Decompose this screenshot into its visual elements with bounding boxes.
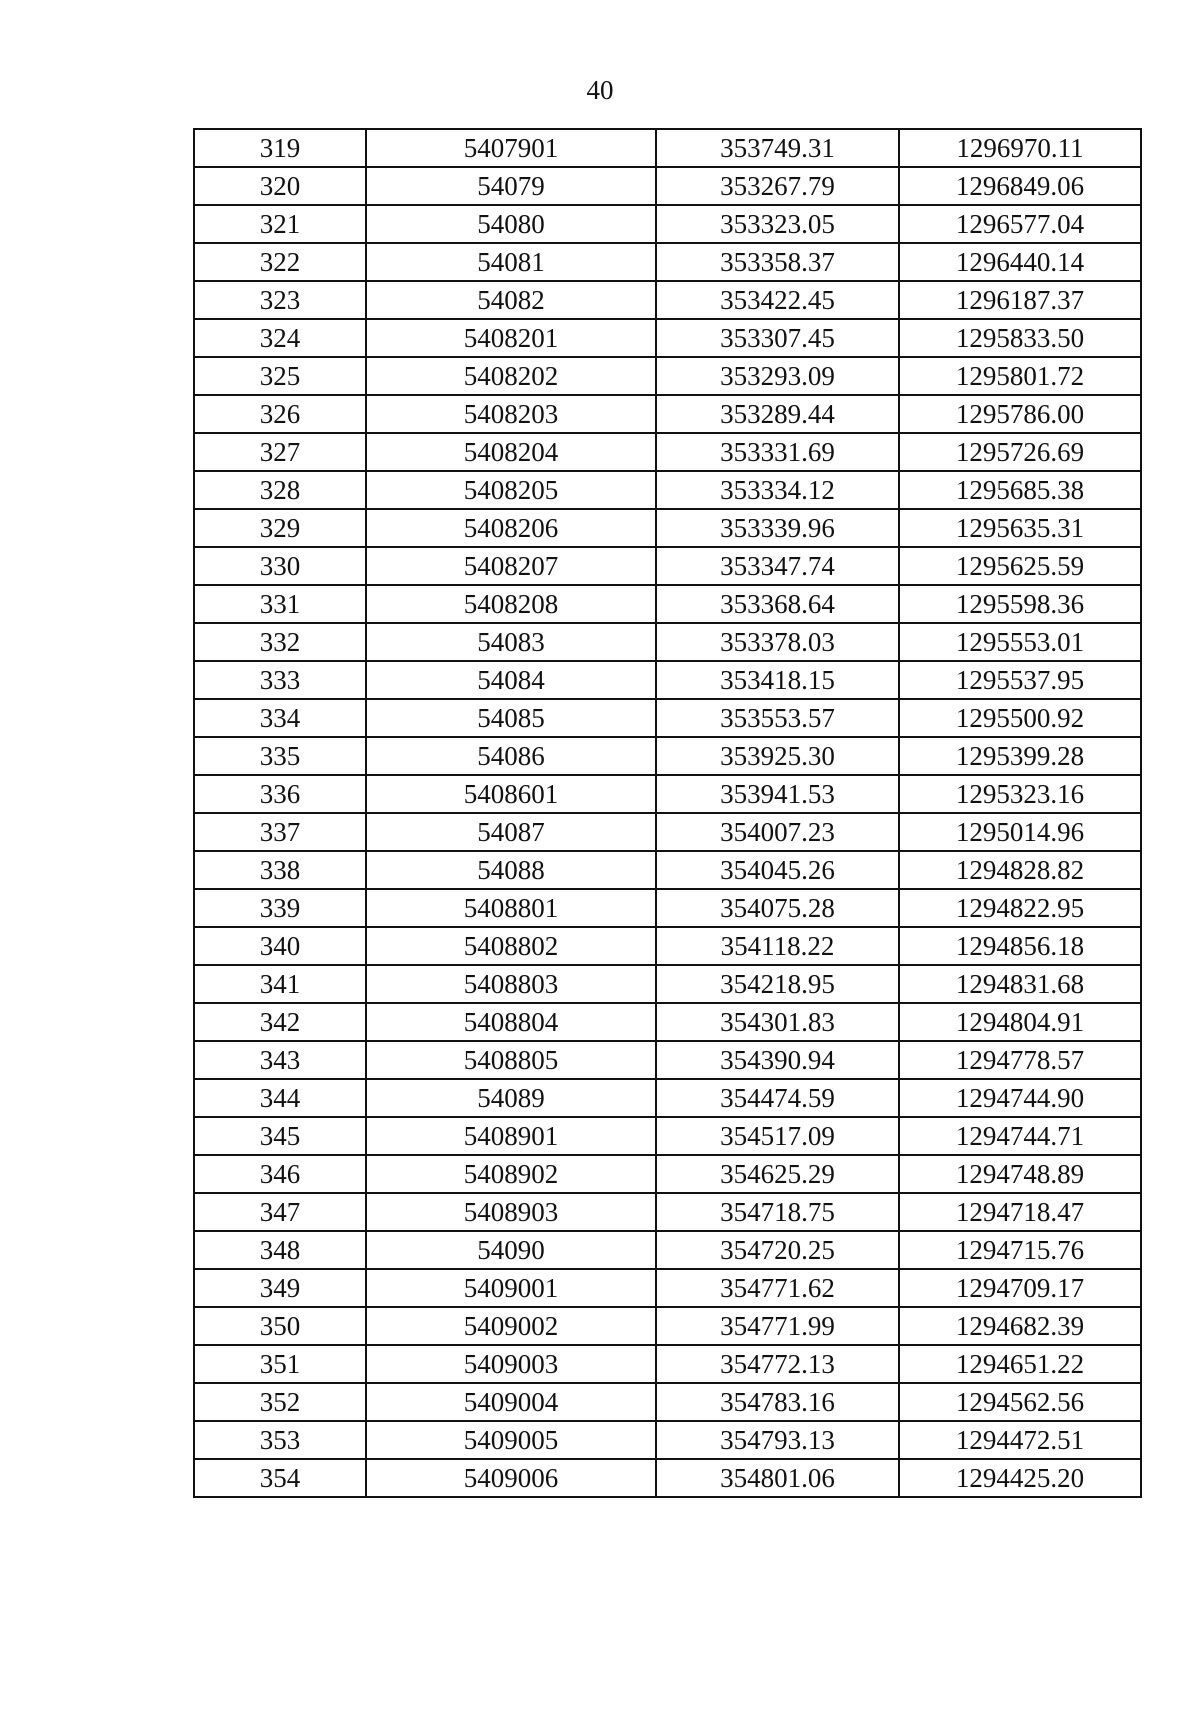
row-index-cell: 324 bbox=[194, 319, 366, 357]
row-index-cell: 347 bbox=[194, 1193, 366, 1231]
coord-y-cell: 1294718.47 bbox=[899, 1193, 1141, 1231]
table-row bbox=[194, 1383, 1141, 1421]
point-id-cell: 5408804 bbox=[366, 1003, 656, 1041]
row-index-cell: 320 bbox=[194, 167, 366, 205]
row-index-cell: 327 bbox=[194, 433, 366, 471]
coord-x-cell: 353267.79 bbox=[656, 167, 899, 205]
point-id-cell: 54090 bbox=[366, 1231, 656, 1269]
table-row bbox=[194, 129, 1141, 167]
point-id-cell: 5409004 bbox=[366, 1383, 656, 1421]
coord-y-cell: 1295833.50 bbox=[899, 319, 1141, 357]
point-id-cell: 5409006 bbox=[366, 1459, 656, 1497]
coord-x-cell: 353378.03 bbox=[656, 623, 899, 661]
point-id-cell: 5408903 bbox=[366, 1193, 656, 1231]
coord-y-cell: 1295500.92 bbox=[899, 699, 1141, 737]
table-row bbox=[194, 1459, 1141, 1497]
point-id-cell: 5408208 bbox=[366, 585, 656, 623]
coord-x-cell: 353334.12 bbox=[656, 471, 899, 509]
row-index-cell: 341 bbox=[194, 965, 366, 1003]
coord-x-cell: 354720.25 bbox=[656, 1231, 899, 1269]
row-index-cell: 343 bbox=[194, 1041, 366, 1079]
point-id-cell: 5408902 bbox=[366, 1155, 656, 1193]
coord-y-cell: 1294856.18 bbox=[899, 927, 1141, 965]
table-row bbox=[194, 1307, 1141, 1345]
table-row bbox=[194, 1079, 1141, 1117]
coordinate-table bbox=[193, 128, 1142, 1498]
coord-x-cell: 354474.59 bbox=[656, 1079, 899, 1117]
coord-x-cell: 353323.05 bbox=[656, 205, 899, 243]
point-id-cell: 5408201 bbox=[366, 319, 656, 357]
table-row bbox=[194, 965, 1141, 1003]
coord-x-cell: 354625.29 bbox=[656, 1155, 899, 1193]
coord-y-cell: 1296187.37 bbox=[899, 281, 1141, 319]
coord-y-cell: 1294744.71 bbox=[899, 1117, 1141, 1155]
table-row bbox=[194, 243, 1141, 281]
coord-y-cell: 1295786.00 bbox=[899, 395, 1141, 433]
row-index-cell: 353 bbox=[194, 1421, 366, 1459]
table-row bbox=[194, 319, 1141, 357]
table-row bbox=[194, 1193, 1141, 1231]
coord-y-cell: 1296577.04 bbox=[899, 205, 1141, 243]
point-id-cell: 5409003 bbox=[366, 1345, 656, 1383]
coord-x-cell: 354771.62 bbox=[656, 1269, 899, 1307]
table-row bbox=[194, 1041, 1141, 1079]
table-row bbox=[194, 357, 1141, 395]
coord-y-cell: 1294425.20 bbox=[899, 1459, 1141, 1497]
table-row bbox=[194, 1345, 1141, 1383]
coord-x-cell: 354118.22 bbox=[656, 927, 899, 965]
table-row bbox=[194, 471, 1141, 509]
table-row bbox=[194, 433, 1141, 471]
point-id-cell: 54083 bbox=[366, 623, 656, 661]
row-index-cell: 321 bbox=[194, 205, 366, 243]
table-row bbox=[194, 205, 1141, 243]
row-index-cell: 319 bbox=[194, 129, 366, 167]
table-row bbox=[194, 813, 1141, 851]
table-row bbox=[194, 889, 1141, 927]
row-index-cell: 354 bbox=[194, 1459, 366, 1497]
table-row bbox=[194, 281, 1141, 319]
table-row bbox=[194, 395, 1141, 433]
coord-x-cell: 354772.13 bbox=[656, 1345, 899, 1383]
row-index-cell: 336 bbox=[194, 775, 366, 813]
coordinate-table-body bbox=[194, 129, 1141, 1497]
coord-x-cell: 353749.31 bbox=[656, 129, 899, 167]
point-id-cell: 54085 bbox=[366, 699, 656, 737]
point-id-cell: 5408204 bbox=[366, 433, 656, 471]
row-index-cell: 339 bbox=[194, 889, 366, 927]
table-row bbox=[194, 1117, 1141, 1155]
table-row bbox=[194, 851, 1141, 889]
coord-y-cell: 1294831.68 bbox=[899, 965, 1141, 1003]
point-id-cell: 54079 bbox=[366, 167, 656, 205]
coord-x-cell: 353925.30 bbox=[656, 737, 899, 775]
table-row bbox=[194, 927, 1141, 965]
point-id-cell: 54088 bbox=[366, 851, 656, 889]
coord-x-cell: 354301.83 bbox=[656, 1003, 899, 1041]
coord-y-cell: 1295014.96 bbox=[899, 813, 1141, 851]
point-id-cell: 5408802 bbox=[366, 927, 656, 965]
coord-x-cell: 354007.23 bbox=[656, 813, 899, 851]
coord-x-cell: 353347.74 bbox=[656, 547, 899, 585]
coord-x-cell: 354771.99 bbox=[656, 1307, 899, 1345]
coord-y-cell: 1294709.17 bbox=[899, 1269, 1141, 1307]
coord-y-cell: 1295553.01 bbox=[899, 623, 1141, 661]
coord-y-cell: 1296440.14 bbox=[899, 243, 1141, 281]
point-id-cell: 5408205 bbox=[366, 471, 656, 509]
coord-x-cell: 354783.16 bbox=[656, 1383, 899, 1421]
coord-y-cell: 1294715.76 bbox=[899, 1231, 1141, 1269]
coord-x-cell: 354801.06 bbox=[656, 1459, 899, 1497]
row-index-cell: 326 bbox=[194, 395, 366, 433]
point-id-cell: 54081 bbox=[366, 243, 656, 281]
coord-x-cell: 353339.96 bbox=[656, 509, 899, 547]
coord-x-cell: 353289.44 bbox=[656, 395, 899, 433]
point-id-cell: 54089 bbox=[366, 1079, 656, 1117]
coord-y-cell: 1295537.95 bbox=[899, 661, 1141, 699]
coord-x-cell: 354718.75 bbox=[656, 1193, 899, 1231]
point-id-cell: 5408601 bbox=[366, 775, 656, 813]
coord-y-cell: 1294822.95 bbox=[899, 889, 1141, 927]
point-id-cell: 5408202 bbox=[366, 357, 656, 395]
table-row bbox=[194, 585, 1141, 623]
coord-x-cell: 353553.57 bbox=[656, 699, 899, 737]
coord-y-cell: 1294472.51 bbox=[899, 1421, 1141, 1459]
point-id-cell: 5408901 bbox=[366, 1117, 656, 1155]
row-index-cell: 329 bbox=[194, 509, 366, 547]
coord-x-cell: 353331.69 bbox=[656, 433, 899, 471]
row-index-cell: 322 bbox=[194, 243, 366, 281]
table-row bbox=[194, 623, 1141, 661]
coord-y-cell: 1296849.06 bbox=[899, 167, 1141, 205]
point-id-cell: 54087 bbox=[366, 813, 656, 851]
point-id-cell: 54084 bbox=[366, 661, 656, 699]
coord-x-cell: 354075.28 bbox=[656, 889, 899, 927]
point-id-cell: 5408801 bbox=[366, 889, 656, 927]
coord-x-cell: 353307.45 bbox=[656, 319, 899, 357]
coord-x-cell: 353368.64 bbox=[656, 585, 899, 623]
row-index-cell: 334 bbox=[194, 699, 366, 737]
table-row bbox=[194, 1421, 1141, 1459]
coord-y-cell: 1295635.31 bbox=[899, 509, 1141, 547]
point-id-cell: 54082 bbox=[366, 281, 656, 319]
row-index-cell: 325 bbox=[194, 357, 366, 395]
row-index-cell: 345 bbox=[194, 1117, 366, 1155]
table-row bbox=[194, 1155, 1141, 1193]
row-index-cell: 328 bbox=[194, 471, 366, 509]
row-index-cell: 337 bbox=[194, 813, 366, 851]
table-row bbox=[194, 699, 1141, 737]
coord-y-cell: 1294778.57 bbox=[899, 1041, 1141, 1079]
row-index-cell: 331 bbox=[194, 585, 366, 623]
coord-y-cell: 1294828.82 bbox=[899, 851, 1141, 889]
coord-y-cell: 1295323.16 bbox=[899, 775, 1141, 813]
coord-y-cell: 1295598.36 bbox=[899, 585, 1141, 623]
row-index-cell: 332 bbox=[194, 623, 366, 661]
row-index-cell: 349 bbox=[194, 1269, 366, 1307]
page-number: 40 bbox=[586, 75, 614, 105]
coord-x-cell: 353358.37 bbox=[656, 243, 899, 281]
row-index-cell: 330 bbox=[194, 547, 366, 585]
table-row bbox=[194, 167, 1141, 205]
row-index-cell: 351 bbox=[194, 1345, 366, 1383]
coord-x-cell: 354517.09 bbox=[656, 1117, 899, 1155]
row-index-cell: 338 bbox=[194, 851, 366, 889]
table-row bbox=[194, 775, 1141, 813]
coord-y-cell: 1294562.56 bbox=[899, 1383, 1141, 1421]
table-row bbox=[194, 737, 1141, 775]
coord-y-cell: 1295801.72 bbox=[899, 357, 1141, 395]
point-id-cell: 5409001 bbox=[366, 1269, 656, 1307]
coord-x-cell: 353941.53 bbox=[656, 775, 899, 813]
point-id-cell: 5409005 bbox=[366, 1421, 656, 1459]
point-id-cell: 5408207 bbox=[366, 547, 656, 585]
point-id-cell: 54086 bbox=[366, 737, 656, 775]
point-id-cell: 54080 bbox=[366, 205, 656, 243]
coord-y-cell: 1294748.89 bbox=[899, 1155, 1141, 1193]
coord-y-cell: 1295625.59 bbox=[899, 547, 1141, 585]
point-id-cell: 5407901 bbox=[366, 129, 656, 167]
coord-y-cell: 1294682.39 bbox=[899, 1307, 1141, 1345]
coord-y-cell: 1295685.38 bbox=[899, 471, 1141, 509]
coord-y-cell: 1295399.28 bbox=[899, 737, 1141, 775]
coord-x-cell: 354390.94 bbox=[656, 1041, 899, 1079]
table-row bbox=[194, 509, 1141, 547]
coord-x-cell: 353418.15 bbox=[656, 661, 899, 699]
table-row bbox=[194, 1231, 1141, 1269]
point-id-cell: 5409002 bbox=[366, 1307, 656, 1345]
row-index-cell: 333 bbox=[194, 661, 366, 699]
coord-y-cell: 1294804.91 bbox=[899, 1003, 1141, 1041]
row-index-cell: 335 bbox=[194, 737, 366, 775]
coord-x-cell: 353293.09 bbox=[656, 357, 899, 395]
row-index-cell: 342 bbox=[194, 1003, 366, 1041]
coord-y-cell: 1295726.69 bbox=[899, 433, 1141, 471]
row-index-cell: 348 bbox=[194, 1231, 366, 1269]
table-row bbox=[194, 661, 1141, 699]
row-index-cell: 340 bbox=[194, 927, 366, 965]
coord-y-cell: 1294651.22 bbox=[899, 1345, 1141, 1383]
point-id-cell: 5408206 bbox=[366, 509, 656, 547]
table-row bbox=[194, 1003, 1141, 1041]
coord-x-cell: 354793.13 bbox=[656, 1421, 899, 1459]
point-id-cell: 5408803 bbox=[366, 965, 656, 1003]
coord-y-cell: 1296970.11 bbox=[899, 129, 1141, 167]
row-index-cell: 323 bbox=[194, 281, 366, 319]
row-index-cell: 352 bbox=[194, 1383, 366, 1421]
coord-x-cell: 354218.95 bbox=[656, 965, 899, 1003]
point-id-cell: 5408805 bbox=[366, 1041, 656, 1079]
coord-x-cell: 353422.45 bbox=[656, 281, 899, 319]
row-index-cell: 346 bbox=[194, 1155, 366, 1193]
table-row bbox=[194, 547, 1141, 585]
coord-x-cell: 354045.26 bbox=[656, 851, 899, 889]
row-index-cell: 344 bbox=[194, 1079, 366, 1117]
coord-y-cell: 1294744.90 bbox=[899, 1079, 1141, 1117]
row-index-cell: 350 bbox=[194, 1307, 366, 1345]
table-row bbox=[194, 1269, 1141, 1307]
point-id-cell: 5408203 bbox=[366, 395, 656, 433]
